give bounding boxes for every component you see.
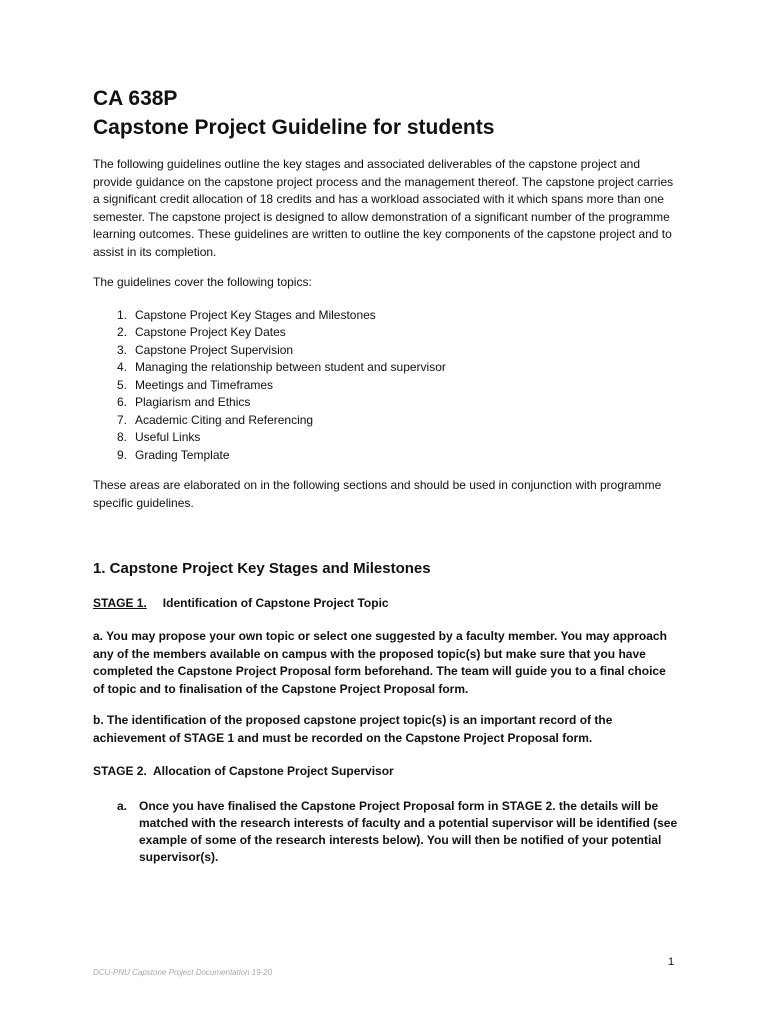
- list-item: 3. Capstone Project Supervision: [117, 342, 294, 357]
- stage1-paragraph-b: b. The identification of the proposed capstone project topic(s) is an important record of the achievement of STAGE 1 and must be recorded on the Capstone Project Proposal form.: [93, 713, 613, 745]
- list-item: 9. Grading Template: [117, 447, 230, 462]
- page-number: 1: [668, 956, 675, 968]
- stage2-item-a-label: a.: [117, 798, 128, 813]
- list-item: 4. Managing the relationship between student and supervisor: [117, 360, 446, 374]
- course-code: CA 638P: [93, 87, 178, 110]
- section-heading: 1. Capstone Project Key Stages and Milestones: [93, 560, 431, 577]
- list-item: 7. Academic Citing and Referencing: [117, 412, 314, 427]
- list-item: 2. Capstone Project Key Dates: [117, 325, 286, 339]
- list-item: 1. Capstone Project Key Stages and Milestones: [117, 307, 376, 322]
- document-title: [93, 84, 678, 142]
- document-page: [93, 84, 678, 866]
- list-item: 8. Useful Links: [117, 430, 201, 444]
- stage1-heading: [93, 595, 678, 612]
- closing-paragraph: These areas are elaborated on in the following sections and should be used in conjunction with programme specific guidelines.: [93, 478, 662, 510]
- stage1-paragraph-a: a. You may propose your own topic or select one suggested by a faculty member. You may approach any of the members available on campus with the proposed topic(s) but make sure that you have completed the Capstone Project Proposal form beforehand. The team will guide you to a final choice of topic and to finalisation of the Capstone Project Proposal form.: [93, 629, 667, 696]
- stage2-item-a-text: Once you have finalised the Capstone Project Proposal form in STAGE 2. the details will be matched with the research interests of faculty and a potential supervisor will be identified (see example of some of the research interests below). You will then be notified of your potential supervisor(s).: [139, 798, 678, 864]
- footer-text: DCU-PNU Capstone Project Documentation 19-20: [93, 968, 273, 977]
- list-item: 6. Plagiarism and Ethics: [117, 395, 251, 409]
- topics-list: [93, 307, 678, 465]
- list-item: 5. Meetings and Timeframes: [117, 377, 274, 392]
- stage2-item-a: [93, 798, 678, 866]
- intro-paragraph: The following guidelines outline the key stages and associated deliverables of the capstone project and provide guidance on the capstone project process and the management thereof. The capstone project carries a significant credit allocation of 18 credits and has a workload associated with it which spans more than one semester. The capstone project is designed to allow demonstration of a significant number of the programme learning outcomes. These guidelines are written to outline the key components of the capstone project and to assist in its completion.: [93, 157, 674, 259]
- stage2-heading: STAGE 2. Allocation of Capstone Project Supervisor: [93, 764, 394, 778]
- guideline-title: Capstone Project Guideline for students: [93, 116, 495, 139]
- topics-intro: The guidelines cover the following topics:: [93, 275, 312, 289]
- stage1-title: Identification of Capstone Project Topic: [162, 596, 389, 610]
- stage1-label: STAGE 1.: [93, 596, 147, 610]
